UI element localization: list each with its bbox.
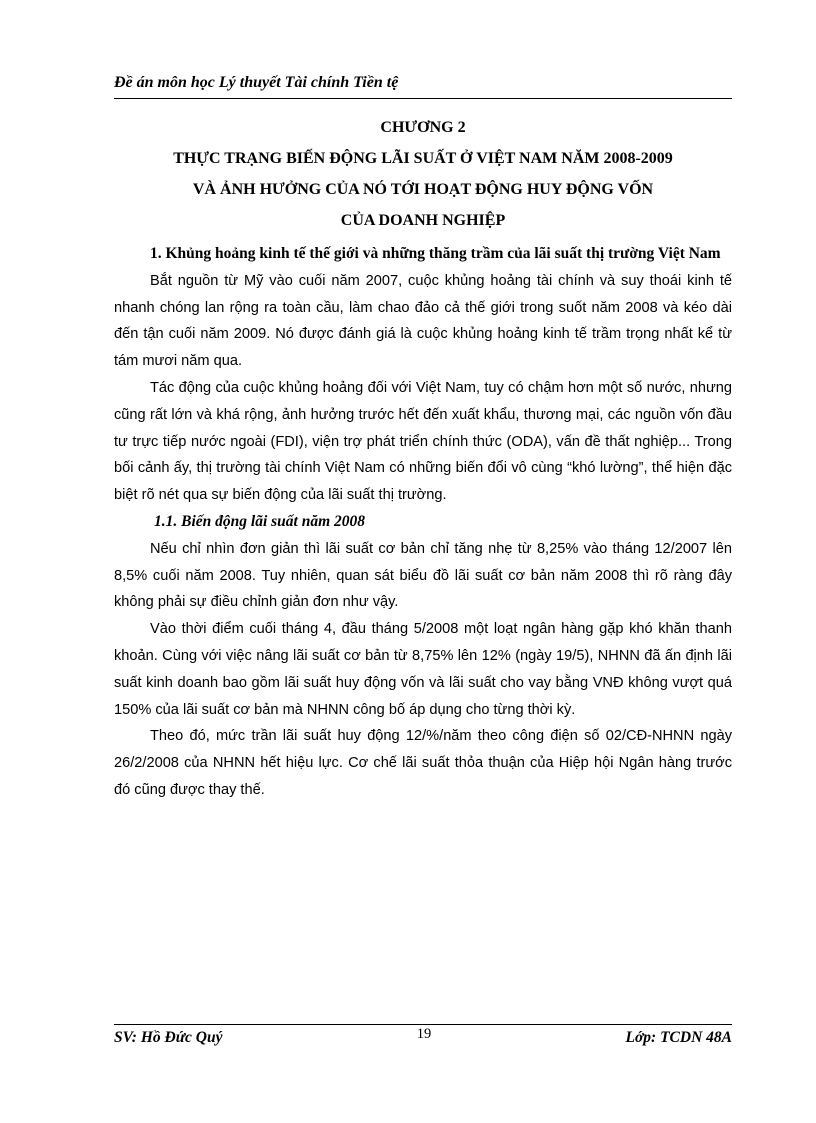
paragraph: Theo đó, mức trần lãi suất huy động 12/%/năm theo công điện số 02/CĐ-NHNN ngày 26/2/2008 của NHNN hết hiệu lực. Cơ chế lãi suất thỏa thuận của Hiệp hội Ngân hàng trước đó cũng được thay thế. xyxy=(114,728,732,798)
footer-class: Lớp: TCDN 48A xyxy=(625,1029,732,1046)
subsection-1-1-heading: 1.1. Biến động lãi suất năm 2008 xyxy=(154,512,366,530)
paragraph: Vào thời điểm cuối tháng 4, đầu tháng 5/2008 một loạt ngân hàng gặp khó khăn thanh khoản. Cùng với việc nâng lãi suất cơ bản từ 8,75% lên 12% (ngày 19/5), NHNN đã ấn định lãi suất kinh doanh bao gồm lãi suất huy động vốn và lãi suất cho vay bằng VNĐ không vượt quá 150% của lãi suất cơ bản mà NHNN công bố áp dụng cho từng thời kỳ. xyxy=(114,621,732,718)
footer-rule xyxy=(114,1024,732,1025)
footer-student: SV: Hồ Đức Quý xyxy=(114,1029,223,1046)
chapter-heading xyxy=(114,112,732,236)
paragraph: Tác động của cuộc khủng hoảng đối với Việt Nam, tuy có chậm hơn một số nước, nhưng cũng rất lớn và khá rộng, ảnh hưởng trước hết đến xuất khẩu, thương mại, các nguồn vốn đầu tư trực tiếp nước ngoài (FDI), viện trợ phát triển chính thức (ODA), vấn đề thất nghiệp... Trong bối cảnh ấy, thị trường tài chính Việt Nam có những biến đổi vô cùng “khó lường”, thể hiện đặc biệt rõ nét qua sự biến động của lãi suất thị trường. xyxy=(114,379,732,504)
paragraph: Bắt nguồn từ Mỹ vào cuối năm 2007, cuộc khủng hoảng tài chính và suy thoái kinh tế nhanh chóng lan rộng ra toàn cầu, làm chao đảo cả thế giới trong suốt năm 2008 và kéo dài đến tận cuối năm 2009. Nó được đánh giá là cuộc khủng hoảng kinh tế trầm trọng nhất kể từ tám mươi năm qua. xyxy=(114,272,732,370)
chapter-title-line-2: VÀ ẢNH HƯỞNG CỦA NÓ TỚI HOẠT ĐỘNG HUY ĐỘNG VỐN xyxy=(192,181,654,198)
page-number: 19 xyxy=(416,1026,432,1042)
header-title: Đề án môn học Lý thuyết Tài chính Tiền tệ xyxy=(114,74,399,91)
chapter-label: CHƯƠNG 2 xyxy=(380,119,466,136)
paragraph: Nếu chỉ nhìn đơn giản thì lãi suất cơ bản chỉ tăng nhẹ từ 8,25% vào tháng 12/2007 lên 8,5% cuối năm 2008. Tuy nhiên, quan sát biểu đồ lãi suất cơ bản năm 2008 thì rõ ràng đây không phải sự điều chỉnh giản đơn như vậy. xyxy=(114,540,732,611)
section-1-heading: 1. Khủng hoảng kinh tế thế giới và những thăng trầm của lãi suất thị trường Việt Nam xyxy=(150,245,721,262)
chapter-title-line-3: CỦA DOANH NGHIỆP xyxy=(340,212,506,229)
chapter-title-line-1: THỰC TRẠNG BIẾN ĐỘNG LÃI SUẤT Ở VIỆT NAM NĂM 2008-2009 xyxy=(173,150,673,167)
header-rule xyxy=(114,98,732,99)
body-text xyxy=(114,241,732,804)
